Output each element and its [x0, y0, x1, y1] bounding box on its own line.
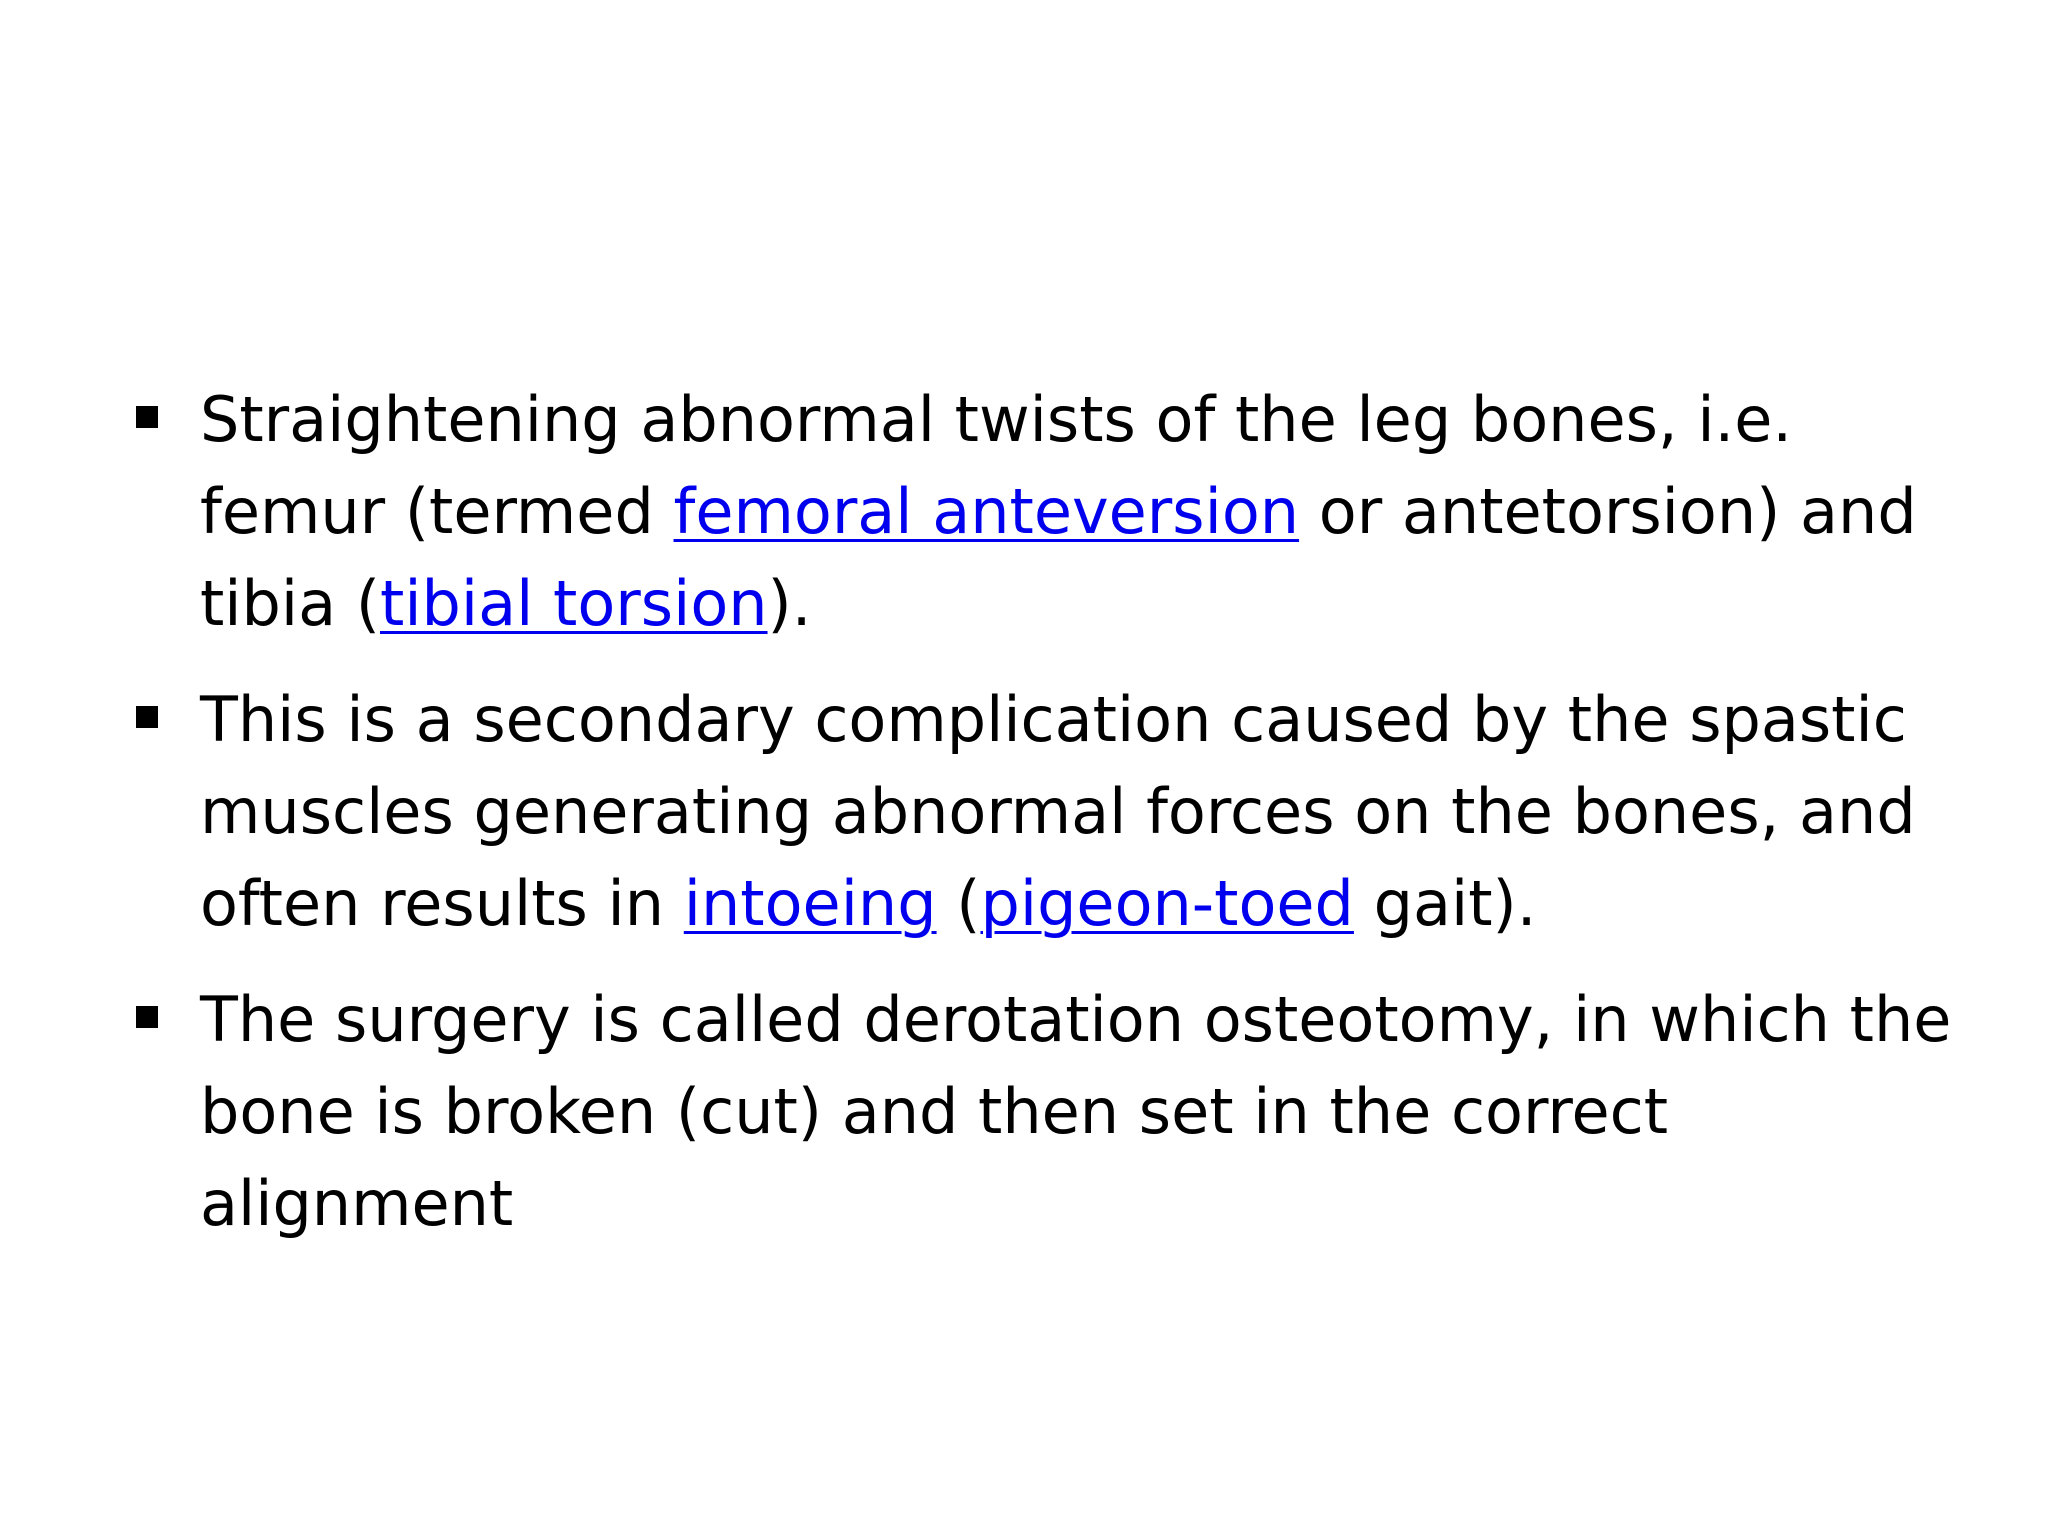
link-intoeing[interactable]: intoeing — [683, 867, 937, 940]
link-tibial-torsion[interactable]: tibial torsion — [380, 567, 768, 640]
bullet-list — [200, 374, 1960, 1274]
bullet-text: This is a secondary complication caused by the spastic muscles generating abnormal forces on the bones, and often results in — [200, 683, 1916, 940]
bullet-text: gait). — [1353, 867, 1537, 940]
bullet-item-complication — [200, 674, 1960, 950]
bullet-text: ). — [767, 567, 812, 640]
bullet-text: The surgery is called derotation osteotomy, in which the bone is broken (cut) and then set in the correct alignment — [200, 983, 1952, 1240]
square-bullet-icon — [136, 1006, 158, 1028]
link-femoral-anteversion[interactable]: femoral anteversion — [673, 475, 1300, 548]
square-bullet-icon — [136, 406, 158, 428]
square-bullet-icon — [136, 706, 158, 728]
bullet-text: or antetorsion) and tibia ( — [200, 475, 1917, 640]
link-pigeon-toed[interactable]: pigeon-toed — [980, 867, 1354, 940]
bullet-item-twists — [200, 374, 1960, 650]
bullet-text: Straightening abnormal twists of the leg bones, i.e. femur (termed — [200, 383, 1793, 548]
bullet-item-surgery — [200, 974, 1960, 1250]
bullet-text: ( — [936, 867, 981, 940]
